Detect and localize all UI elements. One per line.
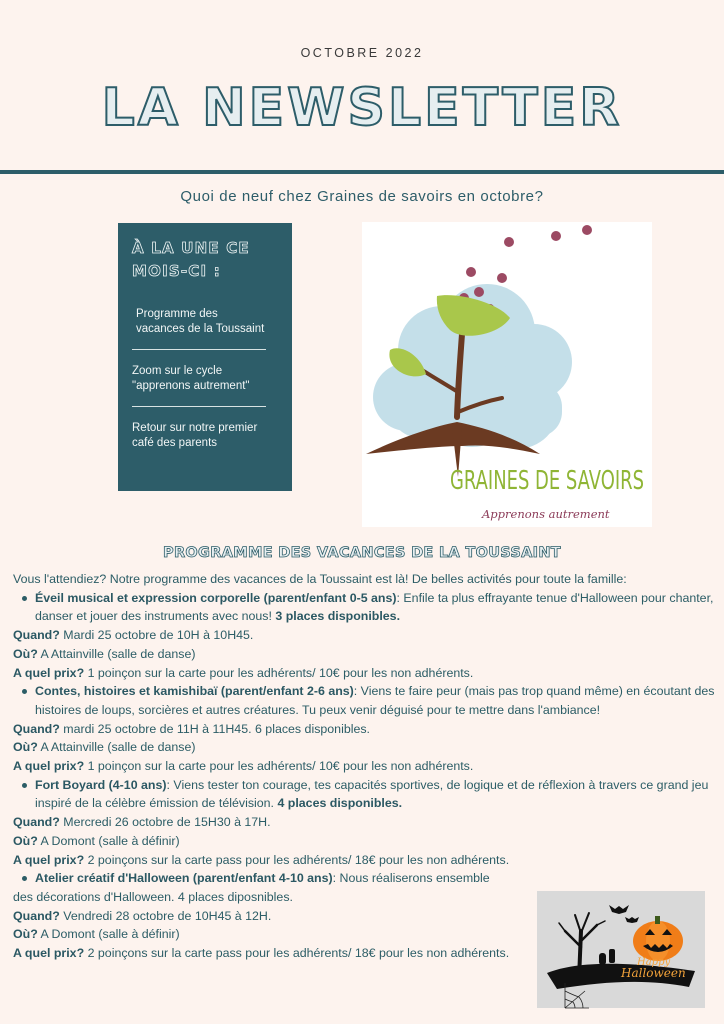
featured-item-toussaint [132, 307, 278, 337]
happy-text: Happy [637, 957, 671, 968]
featured-heading-line1: À LA UNE CE [132, 239, 250, 257]
featured-item-text: Retour sur notre premier [132, 422, 258, 434]
newsletter-title: LA NEWSLETTER [101, 78, 623, 138]
activity-eveil-musical [13, 589, 719, 626]
activity-desc: : Viens te faire peur (mais pas trop quand même) en écoutant des histoires de loups, sorcières et autres créatures. Tu peux venir déguisé pour te mettre dans l'ambiance! [35, 684, 715, 717]
featured-divider [132, 349, 266, 350]
featured-item-text: café des parents [132, 437, 218, 449]
bat-icon [609, 905, 639, 923]
halloween-artwork [537, 891, 705, 1008]
graines-de-savoirs-logo [362, 222, 652, 527]
logo-artwork [362, 222, 652, 527]
activity-when: Quand? Mardi 25 octobre de 10H à 10H45. [13, 628, 254, 643]
activity-contes [13, 682, 719, 719]
activity-atelier-halloween [13, 869, 719, 888]
pumpkin-icon [633, 916, 683, 961]
activity-desc-continued: des décorations d'Halloween. 4 places diposnibles. [13, 889, 293, 904]
featured-divider [132, 406, 266, 407]
activity-where: Où? A Attainville (salle de danse) [13, 646, 196, 661]
activity-where: Où? A Domont (salle à définir) [13, 927, 180, 942]
activity-where: Où? A Domont (salle à définir) [13, 833, 180, 848]
newsletter-date: OCTOBRE 2022 [300, 46, 424, 60]
featured-item-cafe [132, 421, 278, 451]
activity-places: 4 places disponibles. [277, 796, 403, 811]
logo-tagline: Apprenons autrement [482, 507, 610, 521]
activity-when: Quand? Vendredi 28 octobre de 10H45 à 12H. [13, 908, 272, 923]
newsletter-subtitle: Quoi de neuf chez Graines de savoirs en octobre? [180, 188, 544, 205]
featured-item-cycle [132, 364, 278, 394]
tombstone-icon [599, 949, 615, 965]
featured-heading [132, 237, 278, 283]
activity-title: Fort Boyard (4-10 ans) [35, 777, 167, 792]
activity-desc: : Viens tester ton courage, tes capacités sportives, de logique et de réflexion à travers ce grand jeu inspiré de la célèbre émission de télévision. [35, 777, 709, 811]
halloween-text: Halloween [621, 966, 686, 980]
activity-where: Où? A Attainville (salle de danse) [13, 740, 196, 755]
activity-fort-boyard [13, 776, 719, 813]
activity-price: A quel prix? 1 poinçon sur la carte pour les adhérents/ 10€ pour les non adhérents. [13, 759, 474, 774]
happy-halloween-image [537, 891, 705, 1008]
activity-title: Atelier créatif d'Halloween (parent/enfant 4-10 ans) [35, 871, 333, 886]
featured-box [118, 223, 292, 491]
featured-item-text: vacances de la Toussaint [136, 323, 265, 335]
activity-desc: : Nous réaliserons ensemble [332, 871, 490, 886]
activity-price: A quel prix? 2 poinçons sur la carte pass pour les adhérents/ 18€ pour les non adhérents. [13, 852, 510, 867]
activity-price: A quel prix? 1 poinçon sur la carte pour les adhérents/ 10€ pour les non adhérents. [13, 665, 474, 680]
activity-title: Éveil musical et expression corporelle (parent/enfant 0-5 ans) [35, 590, 397, 605]
featured-item-text: Zoom sur le cycle [132, 365, 223, 377]
activity-when: Quand? Mercredi 26 octobre de 15H30 à 17H. [13, 815, 271, 830]
activity-places: 3 places disponibles. [275, 609, 401, 624]
activity-when: Quand? mardi 25 octobre de 11H à 11H45. 6 places disponibles. [13, 721, 370, 736]
featured-item-text: "apprenons autrement" [132, 380, 250, 392]
featured-heading-line2: MOIS-CI : [132, 262, 221, 280]
activity-desc: : Enfile ta plus effrayante tenue d'Halloween pour chanter, danser et jouer des instruments avec nous! [35, 590, 714, 624]
logo-name: GRAINES DE SAVOIRS [450, 466, 644, 496]
program-intro: Vous l'attendiez? Notre programme des vacances de la Toussaint est là! De belles activités pour toute la famille: [13, 572, 627, 586]
featured-item-text: Programme des [136, 308, 218, 320]
activity-title: Contes, histoires et kamishibaï (parent/enfant 2-6 ans) [35, 684, 354, 699]
activity-price: A quel prix? 2 poinçons sur la carte pass pour les adhérents/ 18€ pour les non adhérents. [13, 946, 510, 961]
section-heading-toussaint: PROGRAMME DES VACANCES DE LA TOUSSAINT [163, 545, 561, 561]
header-divider [0, 170, 724, 174]
